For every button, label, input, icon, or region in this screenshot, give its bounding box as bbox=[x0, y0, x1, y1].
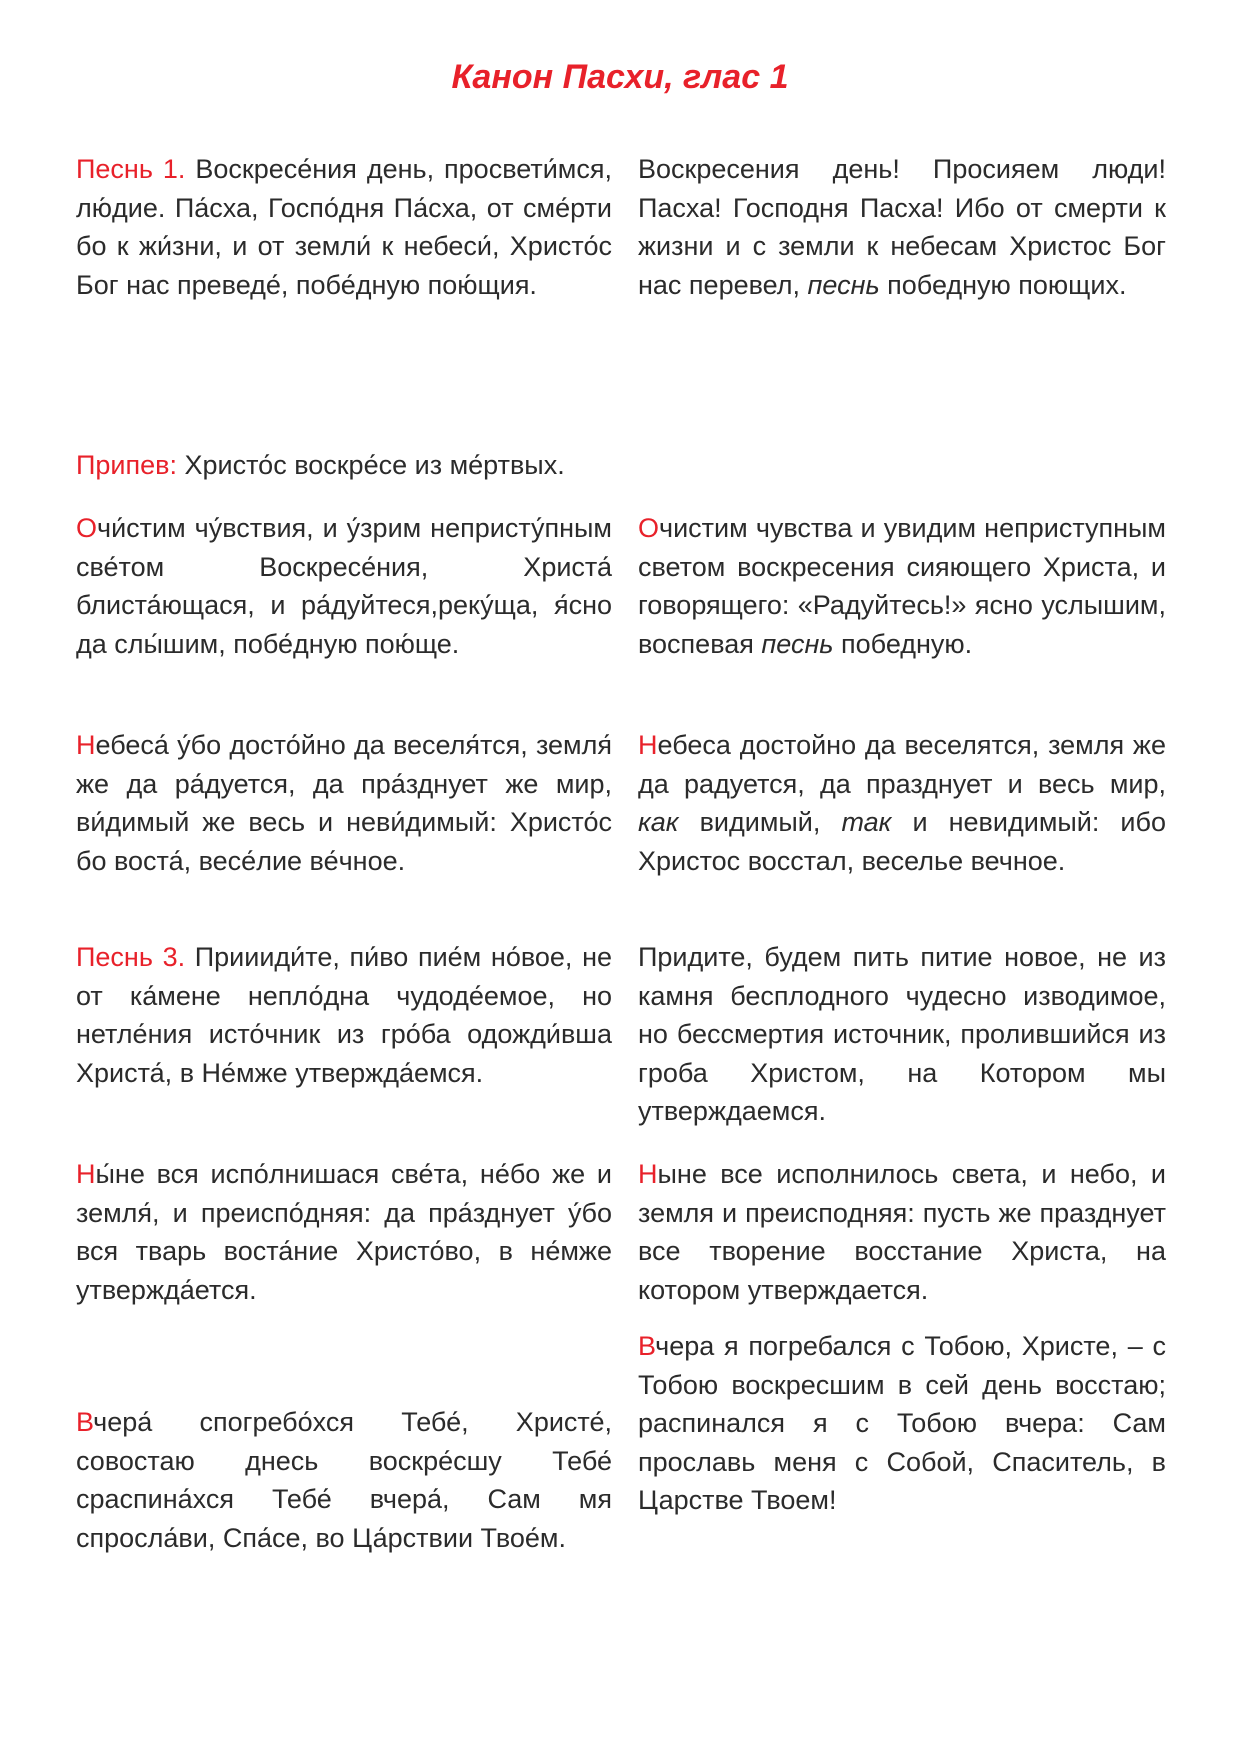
verse-text: чи́стим чу́вствия, и у́зрим непристу́пным све́том Воскресе́ния, Христа́ блиста́ющася, и ра́дуйтеся,реку́ща, я́сно да слы́шим, побе́дную пою́ще. bbox=[76, 513, 612, 659]
verse-text: Воскресе́ния день, просвети́мся, лю́дие. Па́сха, Госпо́дня Па́сха, от сме́рти бо к жи́зни, и от земли́ к небеси́, Христо́с Бог нас преведе́, побе́дную пою́щия. bbox=[76, 154, 612, 300]
ode1-church-slavonic bbox=[76, 150, 612, 304]
verse-emphasis: как bbox=[638, 807, 679, 838]
troparion-3-russian bbox=[638, 1155, 1166, 1309]
initial-letter: В bbox=[638, 1331, 656, 1361]
troparion-2-russian bbox=[638, 726, 1166, 880]
initial-letter: О bbox=[76, 513, 98, 543]
ode-label: Песнь 1. bbox=[76, 154, 186, 184]
initial-letter: О bbox=[638, 513, 660, 543]
page-title: Канон Пасхи, глас 1 bbox=[451, 58, 789, 96]
verse-text: видимый, bbox=[678, 807, 842, 838]
refrain-text: Христо́с воскре́се из ме́ртвых. bbox=[177, 450, 565, 480]
refrain bbox=[76, 446, 776, 485]
verse-text: Приииди́те, пи́во пие́м но́вое, не от ка́мене непло́дна чудоде́емое, но нетле́ния исто́чник из гро́ба одожди́вша Христа́, в Не́мже утвержда́емся. bbox=[76, 942, 613, 1088]
verse-text: ыне все исполнилось света, и небо, и земля и преисподняя: пусть же празднует все творение восстание Христа, на котором утверждается. bbox=[638, 1159, 1166, 1305]
verse-text-tail: победную поющих. bbox=[879, 269, 1127, 300]
verse-emphasis: песнь bbox=[761, 628, 834, 659]
verse-text: ебеса достойно да веселятся, земля же да радуется, да празднует и весь мир, bbox=[638, 730, 1166, 799]
verse-text: Воскресения день! Просияем люди! Пасха! Господня Пасха! Ибо от смерти к жизни и с земли к небесам Христос Бог нас перевел, bbox=[638, 154, 1166, 300]
troparion-4-russian bbox=[638, 1327, 1166, 1520]
troparion-4-church-slavonic bbox=[76, 1403, 612, 1557]
verse-text: чера́ спогребо́хся Тебе́, Христе́, совостаю днесь воскре́сшу Тебе́ сраспина́хся Тебе́ вчера́, Сам мя спросла́ви, Спа́се, во Ца́рствии Твое́м. bbox=[76, 1407, 612, 1553]
verse-emphasis: песнь bbox=[807, 269, 880, 300]
verse-text-tail: и невидимый: ибо Христос восстал, веселье вечное. bbox=[638, 807, 1166, 876]
verse-text: ебеса́ у́бо досто́йно да веселя́тся, земля́ же да ра́дуется, да пра́зднует же мир, ви́димый же весь и неви́димый: Христо́с бо воста́, весе́лие ве́чное. bbox=[76, 730, 612, 876]
troparion-1-russian bbox=[638, 509, 1166, 663]
verse-text: чистим чувства и увидим неприступным светом воскресения сияющего Христа, и говорящего: «Радуйтесь!» ясно услышим, воспевая bbox=[638, 513, 1166, 659]
ode3-church-slavonic bbox=[76, 938, 612, 1092]
troparion-2-church-slavonic bbox=[76, 726, 612, 880]
verse-text: чера я погребался с Тобою, Христе, – с Тобою воскресшим в сей день восстаю; распинался я с Тобою вчера: Сам прославь меня с Собой, Спаситель, в Царстве Твоем! bbox=[638, 1331, 1166, 1516]
troparion-3-church-slavonic bbox=[76, 1155, 612, 1309]
initial-letter: Н bbox=[76, 1159, 96, 1189]
initial-letter: Н bbox=[638, 730, 658, 760]
ode3-russian bbox=[638, 938, 1166, 1131]
ode-label: Песнь 3. bbox=[76, 942, 186, 972]
initial-letter: Н bbox=[638, 1159, 658, 1189]
verse-text-tail: победную. bbox=[833, 628, 973, 659]
initial-letter: Н bbox=[76, 730, 96, 760]
verse-text: Придите, будем пить питие новое, не из камня бесплодного чудесно изводимое, но бессмертия источник, пролившийся из гроба Христом, на Котором мы утверждаемся. bbox=[638, 942, 1166, 1127]
initial-letter: В bbox=[76, 1407, 94, 1437]
verse-text: ы́не вся испо́лнишася све́та, не́бо же и земля́, и преиспо́дняя: да пра́зднует у́бо вся тварь воста́ние Христо́во, в не́мже утвержда́ется. bbox=[76, 1159, 612, 1305]
ode1-russian bbox=[638, 150, 1166, 304]
refrain-label: Припев: bbox=[76, 450, 177, 480]
troparion-1-church-slavonic bbox=[76, 509, 612, 663]
verse-emphasis: так bbox=[841, 807, 892, 838]
